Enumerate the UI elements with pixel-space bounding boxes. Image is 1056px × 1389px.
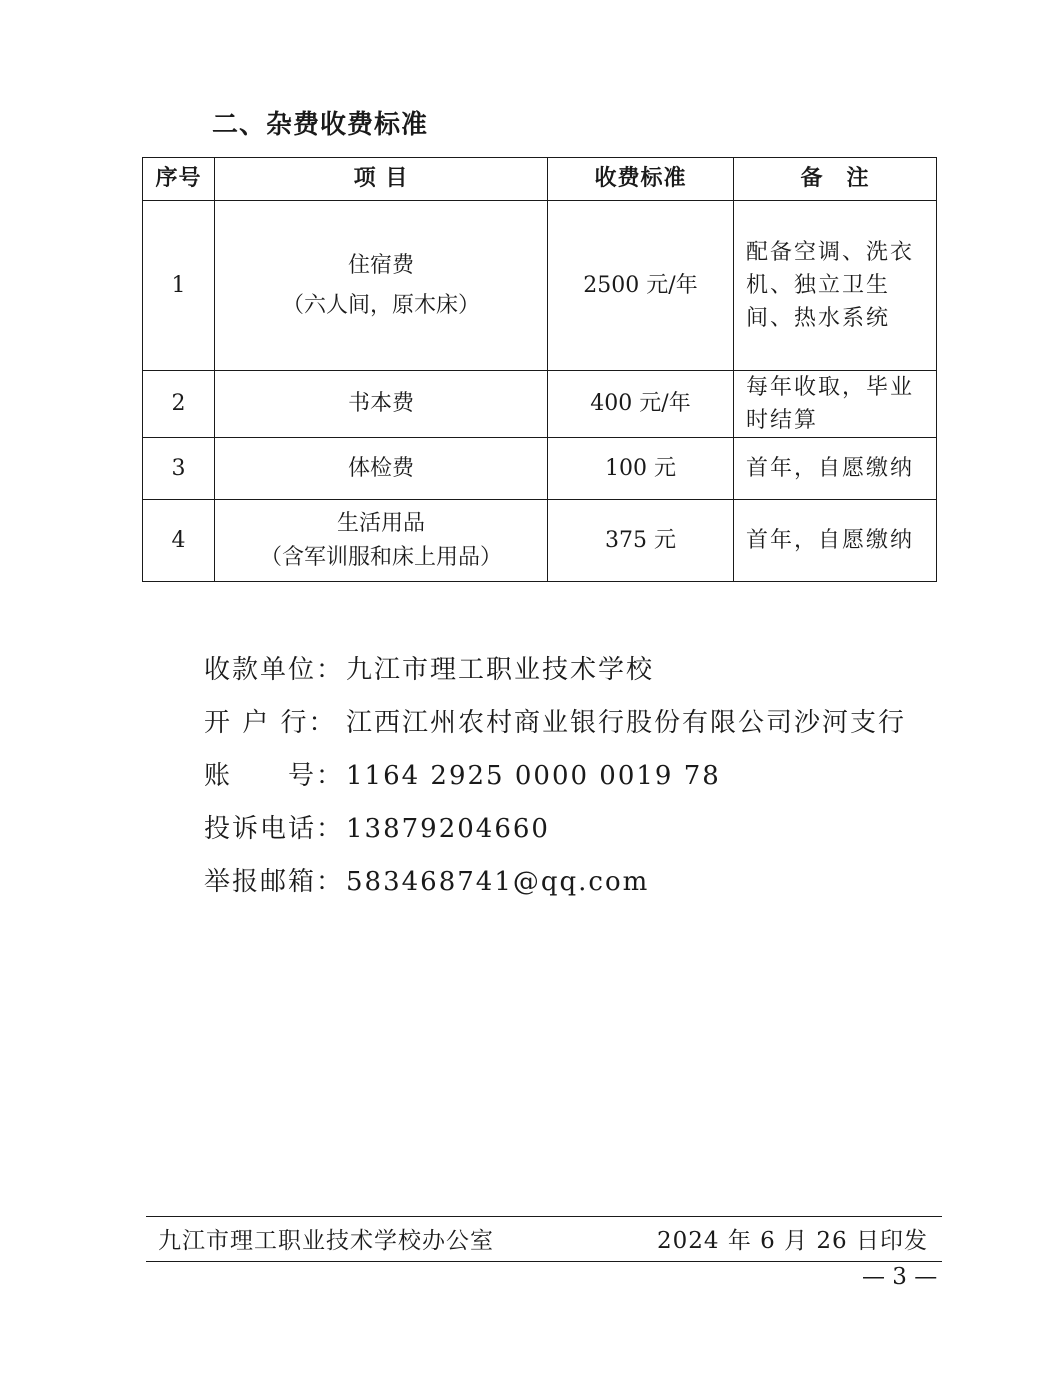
issuer: 九江市理工职业技术学校办公室 [158, 1228, 494, 1254]
row-fee: 100 元 [548, 438, 734, 500]
header-note: 备 注 [734, 158, 937, 201]
phone-value: 13879204660 [346, 814, 550, 844]
row-no: 1 [143, 201, 215, 371]
row-fee: 375 元 [548, 500, 734, 582]
row-item: 体检费 [215, 438, 548, 500]
footer-bottom-rule [146, 1261, 942, 1262]
row-no: 2 [143, 371, 215, 438]
account-row [204, 754, 906, 807]
row-item [215, 201, 548, 371]
payee-row [204, 648, 906, 701]
email-value[interactable]: 583468741@qq.com [346, 867, 650, 897]
table-header-row [143, 158, 937, 201]
row-note: 每年收取，毕业时结算 [734, 371, 937, 438]
header-item: 项 目 [215, 158, 548, 201]
email-label: 举报邮箱： [204, 867, 345, 897]
header-fee: 收费标准 [548, 158, 734, 201]
payee-value: 九江市理工职业技术学校 [346, 655, 655, 685]
row-fee: 400 元/年 [548, 371, 734, 438]
row-note: 配备空调、洗衣机、独立卫生间、热水系统 [734, 201, 937, 371]
email-row [204, 860, 906, 913]
footer [158, 1222, 928, 1255]
row-item [215, 500, 548, 582]
section-title: 二、杂费收费标准 [212, 110, 429, 140]
bank-label: 开 户 行： [204, 708, 337, 738]
item-name: 生活用品 [336, 510, 425, 536]
bank-row [204, 701, 906, 754]
table-row [143, 438, 937, 500]
phone-label: 投诉电话： [204, 814, 345, 844]
item-detail: （含军训服和床上用品） [259, 544, 502, 570]
table-row [143, 371, 937, 438]
footer-top-rule [146, 1216, 942, 1217]
payee-label: 收款单位： [204, 655, 345, 685]
row-fee: 2500 元/年 [548, 201, 734, 371]
issue-date: 2024 年 6 月 26 日印发 [657, 1228, 928, 1254]
payment-info [204, 648, 906, 913]
account-value: 1164 2925 0000 0019 78 [346, 761, 721, 791]
item-detail: （六人间，原木床） [281, 292, 480, 318]
phone-row [204, 807, 906, 860]
page-number: — 3 — [862, 1264, 938, 1290]
row-note: 首年，自愿缴纳 [734, 500, 937, 582]
row-no: 3 [143, 438, 215, 500]
row-no: 4 [143, 500, 215, 582]
header-no: 序号 [143, 158, 215, 201]
row-item: 书本费 [215, 371, 548, 438]
table-row [143, 500, 937, 582]
bank-value: 江西江州农村商业银行股份有限公司沙河支行 [346, 708, 907, 738]
row-note: 首年，自愿缴纳 [734, 438, 937, 500]
fee-table [142, 157, 937, 582]
account-label: 账 号： [204, 761, 345, 791]
table-row [143, 201, 937, 371]
item-name: 住宿费 [347, 252, 414, 278]
